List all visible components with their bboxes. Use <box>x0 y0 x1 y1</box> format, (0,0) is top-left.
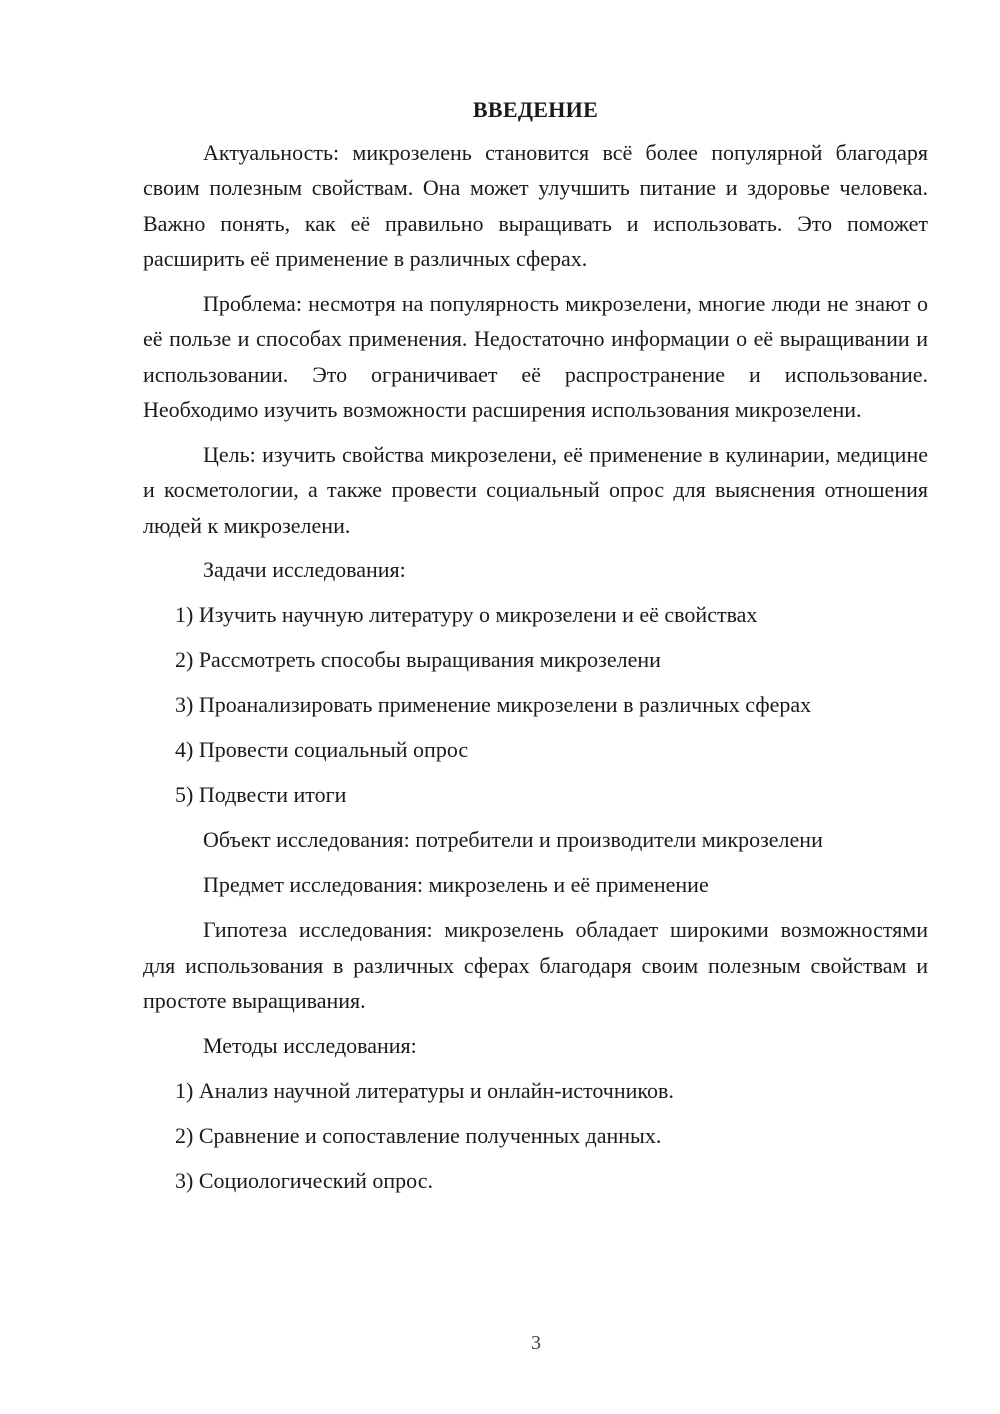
task-item: 1) Изучить научную литературу о микрозелени и её свойствах <box>175 602 758 627</box>
task-item: 3) Проанализировать применение микрозелени в различных сферах <box>175 692 812 717</box>
methods-heading: Методы исследования: <box>203 1032 417 1058</box>
method-item: 1) Анализ научной литературы и онлайн-источников. <box>175 1077 674 1103</box>
subject-line: Предмет исследования: микрозелень и её применение <box>203 872 709 897</box>
page-number: 3 <box>531 1332 541 1354</box>
relevance-paragraph: Актуальность: микрозелень становится всё более популярной благодаря своим полезным свойствам. Она может улучшить питание и здоровье человека. Важно понять, как её правильно выращивать и использовать. Это поможет расширить её применение в различных сферах. <box>143 139 928 271</box>
problem-paragraph: Проблема: несмотря на популярность микрозелени, многие люди не знают о её пользе и способах применения. Недостаточно информации о её выращивании и использовании. Это ограничивает её распространение и использование. Необходимо изучить возможности расширения использования микрозелени. <box>143 290 928 422</box>
page-title: ВВЕДЕНИЕ <box>472 97 599 122</box>
method-item: 3) Социологический опрос. <box>175 1167 433 1193</box>
task-item: 2) Рассмотреть способы выращивания микрозелени <box>175 647 661 672</box>
task-item: 5) Подвести итоги <box>175 782 347 807</box>
methods-list <box>143 1073 928 1199</box>
method-item: 2) Сравнение и сопоставление полученных данных. <box>175 1122 662 1148</box>
goal-paragraph: Цель: изучить свойства микрозелени, её применение в кулинарии, медицине и косметологии, а также провести социальный опрос для выяснения отношения людей к микрозелени. <box>143 441 928 538</box>
document-page <box>143 92 928 1208</box>
hypothesis-paragraph: Гипотеза исследования: микрозелень обладает широкими возможностями для использования в различных сферах благодаря своим полезным свойствам и простоте выращивания. <box>143 917 928 1013</box>
object-line: Объект исследования: потребители и производители микрозелени <box>203 827 823 852</box>
tasks-list <box>143 597 928 813</box>
task-item: 4) Провести социальный опрос <box>175 737 469 762</box>
tasks-heading: Задачи исследования: <box>203 557 406 582</box>
